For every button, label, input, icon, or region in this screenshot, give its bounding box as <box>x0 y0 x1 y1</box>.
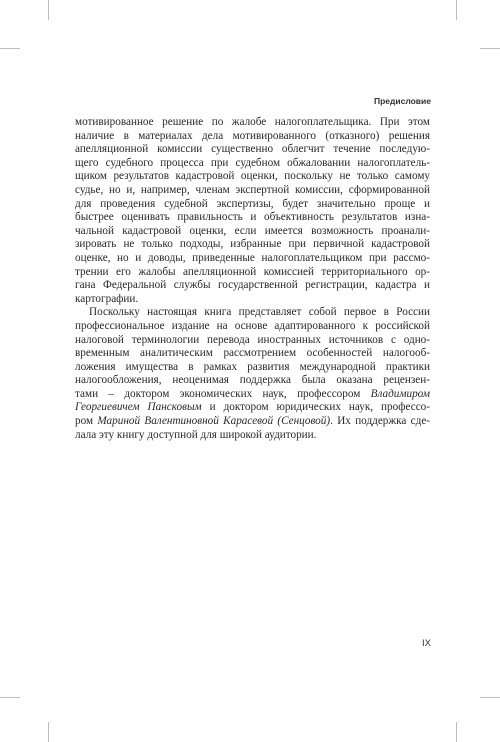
text-line: лала эту книгу доступной для широкой аудитории. <box>75 428 317 441</box>
text-fragment: и доктором юридических наук, профессо- <box>201 401 430 414</box>
text-line <box>75 388 430 402</box>
text-line: ложения имущества в рамках развития международной практики <box>75 360 430 373</box>
text-line <box>75 401 430 415</box>
crop-mark <box>480 48 500 49</box>
text-line: для проведения судебной экспертизы, будет значительно проще и <box>75 197 430 210</box>
body-text <box>75 116 430 442</box>
text-line: профессиональное издание на основе адаптированного к российской <box>75 319 430 332</box>
text-line: трении его жалобы апелляционной комиссией территориального ор- <box>75 265 430 278</box>
running-head: Предисловие <box>373 96 431 106</box>
reviewer-name: Георгиевичем Пансковым <box>75 401 202 414</box>
paragraph <box>75 116 430 306</box>
crop-mark <box>0 48 20 49</box>
paragraph <box>75 306 430 442</box>
text-line: судье, но и, например, членам экспертной комиссии, сформированной <box>75 183 430 196</box>
text-line: чальной кадастровой оценки, если имеется возможность проанали- <box>75 224 430 237</box>
crop-mark <box>480 697 500 698</box>
reviewer-name: Мариной Валентиновной Карасевой (Сенцовой) <box>97 415 331 428</box>
text-line: гана Федеральной службы государственной регистрации, кадастра и <box>75 279 430 292</box>
text-line: Поскольку настоящая книга представляет собой первое в России <box>89 306 430 319</box>
text-line: наличие в материалах дела мотивированного (отказного) решения <box>75 129 430 142</box>
text-line <box>75 415 430 429</box>
text-line: оценке, но и доводы, приведенные налогоплательщиком при рассмо- <box>75 251 430 264</box>
crop-mark <box>48 722 49 742</box>
crop-mark <box>456 0 457 20</box>
text-line: быстрее оценивать правильность и объективность результатов изна- <box>75 211 430 224</box>
crop-mark <box>0 697 20 698</box>
page-number: IX <box>422 638 431 649</box>
text-line: зировать не только подходы, избранные при первичной кадастровой <box>75 238 430 251</box>
text-line: картографии. <box>75 292 139 305</box>
text-line: налогообложения, неоценимая поддержка была оказана рецензен- <box>75 374 430 387</box>
text-line: апелляционной комиссии существенно облегчит течение последую- <box>75 143 430 156</box>
crop-mark <box>456 722 457 742</box>
text-fragment: ром <box>75 415 98 428</box>
text-line: налоговой терминологии перевода иностранных источников с одно- <box>75 333 430 346</box>
crop-mark <box>48 0 49 20</box>
text-line: щиком результатов кадастровой оценки, поскольку не только самому <box>75 170 430 183</box>
text-fragment: тами – доктором экономических наук, профессором <box>75 387 371 400</box>
text-line: временным аналитическим рассмотрением особенностей налогооб- <box>75 347 430 360</box>
text-line: мотивированное решение по жалобе налогоплательщика. При этом <box>75 116 430 128</box>
text-line: щего судебного процесса при судебном обжаловании налогоплатель- <box>75 156 430 169</box>
reviewer-name: Владимиром <box>370 387 430 400</box>
text-fragment: . Их поддержка сде- <box>330 415 431 428</box>
